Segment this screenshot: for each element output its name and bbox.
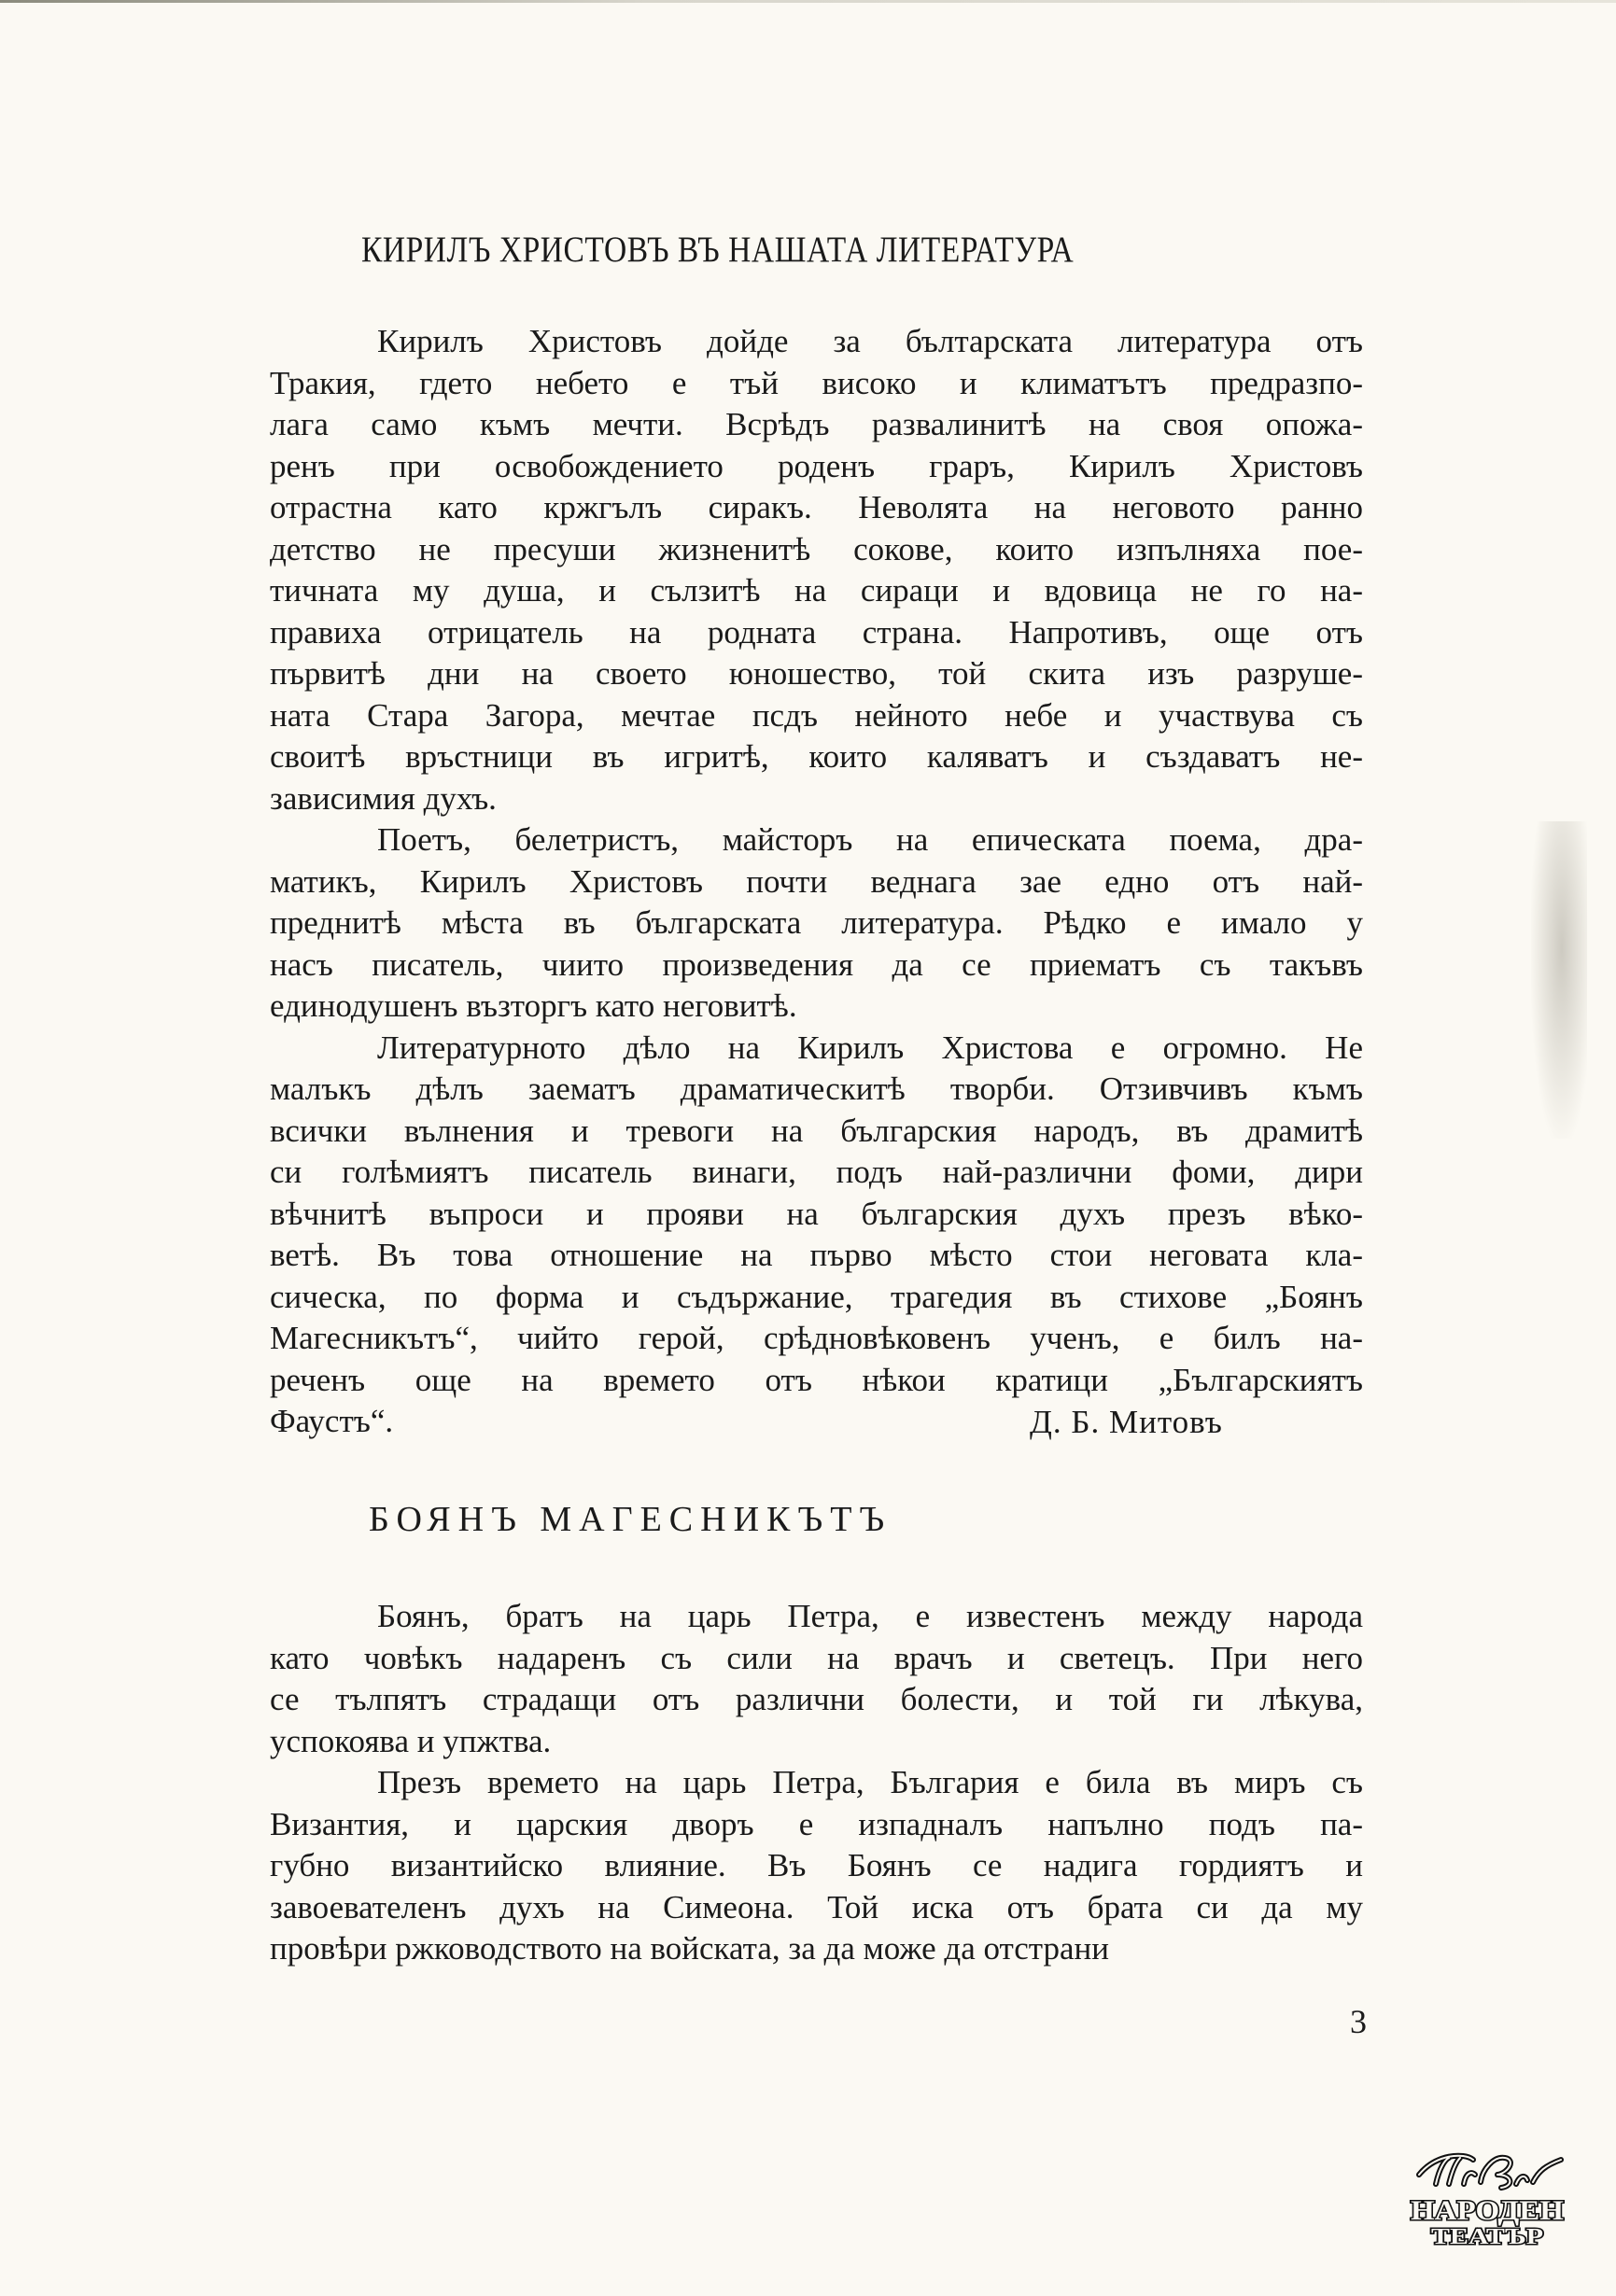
text-line: Кирилъ Христовъ дойде за бълтарската литература отъ bbox=[377, 323, 1363, 359]
text-line: Боянъ, братъ на царь Петра, е известенъ между народа bbox=[377, 1598, 1363, 1634]
article-title: КИРИЛЪ ХРИСТОВЪ ВЪ НАШАТА ЛИТЕРАТУРА bbox=[361, 230, 1075, 270]
logo-line-1: НАРОДЕН bbox=[1411, 2195, 1564, 2226]
text-line: преднитѣ мѣста въ българската литература. Рѣдко е имало у bbox=[270, 904, 1363, 941]
text-line: всички вълнения и тревоги на българския народъ, въ драмитѣ bbox=[270, 1112, 1363, 1149]
text-line: си голѣмиятъ писатель винаги, подъ най-различни фоми, дири bbox=[270, 1154, 1363, 1190]
text-line: Магесникътъ“, чийто герой, срѣдновѣковенъ ученъ, е билъ на- bbox=[270, 1320, 1363, 1356]
text-line: детство не пресуши жизненитѣ сокове, които изпълняха пое- bbox=[270, 530, 1363, 567]
text-line: насъ писатель, чиито произведения да се приематъ съ такъвъ bbox=[270, 945, 1363, 983]
text-line: се тълпятъ страдащи отъ различни болести, и той ги лѣкува, bbox=[270, 1681, 1363, 1717]
logo-line-2: ТЕАТЪР bbox=[1431, 2225, 1543, 2249]
text-line: завоевателенъ духъ на Симеона. Той иска отъ брата си да му bbox=[270, 1888, 1363, 1925]
text-line: като човѣкъ надаренъ съ сили на врачъ и светецъ. При него bbox=[270, 1639, 1363, 1676]
text-line: реченъ още на времето отъ нѣкои кратици „Българскиятъ bbox=[270, 1361, 1363, 1398]
page-number: 3 bbox=[1350, 2003, 1367, 2040]
text-line: ветѣ. Въ това отношение на първо мѣсто стои неговата кла- bbox=[270, 1237, 1363, 1273]
text-line: губно византийско влияние. Въ Боянъ се надига гордиятъ и bbox=[270, 1847, 1363, 1883]
text-line: успокоява и упжтва. bbox=[270, 1722, 552, 1759]
text-line: малъкъ дѣлъ заематъ драматическитѣ творби. Отзивчивъ къмъ bbox=[270, 1071, 1363, 1107]
text-line: провѣри ржководството на войската, за да може да отстрани bbox=[270, 1930, 1109, 1967]
text-line: отрастна като кржгълъ сиракъ. Неволята на неговото ранно bbox=[270, 489, 1363, 525]
text-line: единодушенъ възторгъ като неговитѣ. bbox=[270, 987, 797, 1024]
national-theatre-logo bbox=[1408, 2147, 1567, 2249]
scan-edge bbox=[0, 0, 1616, 3]
section-title: БОЯНЪ МАГЕСНИКЪТЪ bbox=[369, 1500, 892, 1539]
text-line: Поетъ, белетристъ, майсторъ на епическата поема, дра- bbox=[377, 821, 1363, 858]
article-body bbox=[270, 321, 1363, 1443]
text-line: ренъ при освобождението роденъ граръ, Кирилъ Христовъ bbox=[270, 447, 1363, 484]
text-line: Литературното дѣло на Кирилъ Христова е огромно. Не bbox=[377, 1029, 1363, 1066]
text-line: вѣчнитѣ въпроси и прояви на българския духъ презъ вѣко- bbox=[270, 1195, 1363, 1232]
text-line: Византия, и царския дворъ е изпадналъ напълно подъ па- bbox=[270, 1805, 1363, 1842]
text-line: първитѣ дни на своето юношество, той скита изъ разруше- bbox=[270, 655, 1363, 692]
text-line: сическа, по форма и съдържание, трагедия въ стихове „Боянъ bbox=[270, 1278, 1363, 1315]
text-line: Презъ времето на царь Петра, България е била въ миръ съ bbox=[377, 1764, 1363, 1800]
section-body bbox=[270, 1596, 1363, 1970]
paper-stain bbox=[1531, 821, 1587, 1139]
text-line: матикъ, Кирилъ Христовъ почти веднага зае едно отъ най- bbox=[270, 862, 1363, 900]
text-line: своитѣ връстници въ игритѣ, които каляватъ и създаватъ не- bbox=[270, 738, 1363, 775]
text-line: тичната му душа, и сълзитѣ на сираци и вдовица не го на- bbox=[270, 572, 1363, 609]
text-line: Тракия, гдето небето е тъй високо и климатътъ предразпо- bbox=[270, 364, 1363, 401]
text-line: зависимия духъ. bbox=[270, 779, 497, 817]
text-line: Фаустъ“. bbox=[270, 1403, 394, 1439]
text-line: ната Стара Загора, мечтае псдъ нейното небе и участвува съ bbox=[270, 696, 1363, 734]
author-signature: Д. Б. Митовъ bbox=[1030, 1404, 1223, 1440]
text-line: лага само къмъ мечти. Всрѣдъ развалинитѣ на своя опожа- bbox=[270, 406, 1363, 442]
text-line: правиха отрицатель на родната страна. Напротивъ, още отъ bbox=[270, 613, 1363, 651]
